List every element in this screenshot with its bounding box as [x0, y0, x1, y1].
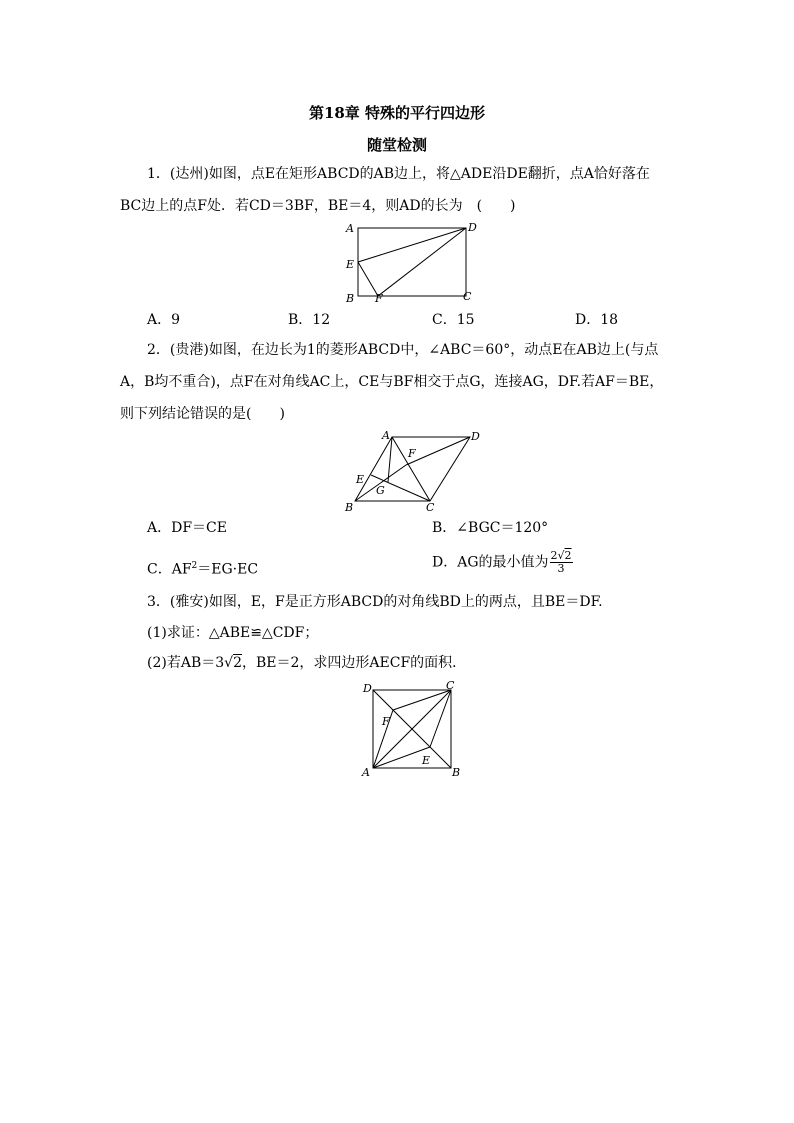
q2-stem-line1: 2．(贵港)如图，在边长为1的菱形ABCD中，∠ABC＝60°，动点E在AB边上(与点 — [147, 342, 659, 358]
label-b: B — [345, 501, 354, 514]
q2-option-c-exponent: 2 — [191, 561, 198, 571]
label-c: C — [463, 290, 472, 303]
segment-ec — [430, 690, 451, 747]
q3-part2: (2)若AB＝3√2，BE＝2，求四边形AECF的面积． — [147, 655, 467, 671]
label-d: D — [363, 682, 372, 695]
q3-part1: (1)求证：△ABE≌△CDF； — [147, 625, 319, 641]
chapter-title: 第18章 特殊的平行四边形 — [308, 104, 486, 122]
q2-option-b: B．∠BGC＝120° — [432, 520, 549, 536]
q3-part2-suffix: ，BE＝2，求四边形AECF的面积． — [241, 655, 467, 671]
q1-option-c: C．15 — [432, 312, 475, 328]
segment-de — [358, 228, 466, 262]
q2-option-c-suffix: ＝EG·EC — [197, 561, 259, 578]
label-a: A — [382, 429, 390, 442]
label-d: D — [471, 430, 480, 443]
segment-fc — [393, 690, 451, 710]
rectangle-abcd — [358, 228, 466, 296]
q2-option-d-fraction — [550, 550, 573, 575]
q3-square-figure — [360, 680, 480, 780]
label-b: B — [452, 766, 461, 779]
label-a: A — [362, 766, 370, 779]
fraction-denominator: 3 — [557, 562, 565, 575]
label-f: F — [382, 715, 390, 728]
label-e: E — [422, 754, 431, 767]
label-e: E — [356, 473, 365, 486]
q3-part2-radicand: 2 — [233, 655, 242, 671]
label-b: B — [346, 292, 355, 305]
q3-part2-prefix: (2)若AB＝3 — [147, 655, 225, 671]
q2-rhombus-figure — [340, 425, 490, 515]
q1-rectangle-figure — [340, 220, 480, 310]
numerator-radicand: 2 — [564, 549, 572, 562]
q1-stem-line1: 1．(达州)如图，点E在矩形ABCD的AB边上，将△ADE沿DE翻折，点A恰好落在 — [147, 166, 650, 182]
label-f: F — [408, 447, 416, 460]
q2-option-d-prefix: D．AG的最小值为 — [432, 554, 549, 571]
segment-ef — [358, 262, 378, 296]
fraction-numerator: 2√2 — [550, 549, 572, 562]
section-title: 随堂检测 — [366, 136, 427, 154]
label-f: F — [375, 292, 383, 305]
numerator-coefficient: 2 — [550, 549, 558, 562]
q2-option-d — [432, 550, 573, 575]
q1-option-b: B．12 — [288, 312, 331, 328]
q2-stem-line2: A，B均不重合)，点F在对角线AC上，CE与BF相交于点G，连接AG，DF.若AF＝BE， — [120, 374, 664, 390]
q2-option-a: A．DF＝CE — [147, 520, 227, 536]
label-g: G — [376, 484, 385, 497]
q1-option-a: A．9 — [147, 312, 181, 328]
label-e: E — [346, 258, 355, 271]
q1-option-d: D．18 — [575, 312, 619, 328]
label-a: A — [346, 222, 354, 235]
label-c: C — [446, 679, 455, 692]
q3-stem: 3．(雅安)如图，E，F是正方形ABCD的对角线BD上的两点，且BE＝DF. — [147, 594, 603, 610]
q2-option-c — [147, 556, 258, 580]
q2-option-c-prefix: C．AF — [147, 561, 192, 578]
q1-stem-line2: BC边上的点F处．若CD＝3BF，BE＝4，则AD的长为 ( ) — [120, 198, 516, 214]
segment-df — [378, 228, 466, 296]
label-c: C — [426, 501, 435, 514]
q2-stem-line3: 则下列结论错误的是( ) — [120, 406, 285, 422]
label-d: D — [468, 221, 477, 234]
